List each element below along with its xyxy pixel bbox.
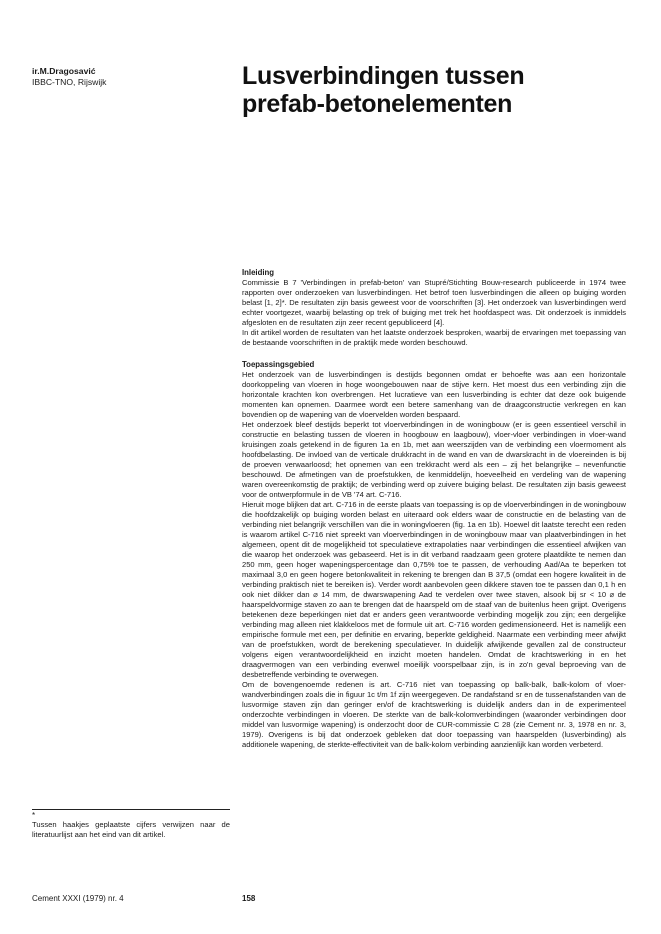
page-number: 158 — [242, 894, 256, 903]
paragraph: Om de bovengenoemde redenen is art. C-716 niet van toepassing op balk-balk, balk-kolom of vloer-wandverbindingen zoals die in figuur 1c t/m 1f zijn weergegeven. De randafstand sr en de tussenafstanden van de lusvormige staven zijn dan geringer en/of de krachtswerking is duidelijk anders dan in de experimenteel onderzochte verbindingen in vloeren. De sterkte van de balk-kolomverbindingen (waaronder verbindingen door middel van lusvormige wapening) is onderzocht door de CUR-commissie C 28 (zie Cement nr. 3, 1978 en nr. 3, 1979). Overigens is bij dat onderzoek gebleken dat door toepassing van haarspelden (lusverbinding) als additionele wapening, de sterkte-effectiviteit van de balk-kolom verbinding aanzienlijk kan worden verbeterd. — [242, 680, 626, 749]
footnote-rule — [32, 809, 230, 810]
author-name: ir.M.Dragosavić — [32, 66, 96, 76]
paragraph: In dit artikel worden de resultaten van het laatste onderzoek besproken, waarbij de ervaringen met toepassing van de bestaande voorschriften in de praktijk mede worden beschouwd. — [242, 328, 626, 347]
section-gap — [242, 348, 626, 360]
section-heading-inleiding: Inleiding — [242, 268, 275, 277]
footnote-mark: * — [32, 811, 36, 820]
article-title — [242, 62, 642, 118]
author-affiliation: IBBC-TNO, Rijswijk — [32, 77, 107, 87]
section-heading-toepassingsgebied: Toepassingsgebied — [242, 360, 315, 369]
paragraph: Het onderzoek bleef destijds beperkt tot vloerverbindingen in de woningbouw (er is geen essentieel verschil in constructie en belasting tussen de vloeren in hoogbouw en laagbouw), vloer-vloer verbindingen in vloer-wand kruisingen zoals getekend in de figuren 1a en 1b, met aan weerszijden van de verbinding een vloermoment als hoofdbelasting. De invloed van de verticale drukkracht in de wand en van de dwarskracht in de vloereinden is bij de proeven verwaarloosd; het opnemen van een trekkracht werd als een – zij het belangrijke – nevenfunctie beschouwd. De afmetingen van de proefstukken, de kenmiddelijn, hoeveelheid en verdeling van de wapening waren overeenkomstig de praktijk; de verbinding werd op zuivere buiging belast. De resultaten zijn basis geweest voor de ontwerpformule in de VB '74 art. C-716. — [242, 420, 626, 499]
paragraph: Het onderzoek van de lusverbindingen is destijds begonnen omdat er behoefte was aan een horizontale doorkoppeling van vloeren in hoge woongebouwen naar de stijve kern. Het moest dus een verbinding zijn die horizontale krachten kon overbrengen. Het lucratieve van een lusverbinding is echter dat deze ook buigende momenten kan opnemen. Daarmee wordt een betere samenhang van de draagconstructie verkregen en kan bovendien op de wapening van de vloervelden worden bespaard. — [242, 370, 626, 419]
article-title-line-2: prefab-betonelementen — [242, 90, 513, 118]
footnote-text: Tussen haakjes geplaatste cijfers verwijzen naar de literatuurlijst aan het eind van dit artikel. — [32, 820, 230, 839]
paragraph: Commissie B 7 'Verbindingen in prefab-beton' van Stupré/Stichting Bouw-research publiceerde in 1974 twee rapporten over onderzoeken van lusverbindingen. Het betrof toen lusverbindingen die alleen op buiging worden belast [1, 2]*. De resultaten zijn basis geweest voor de voorschriften [3]. Het onderzoek van lusverbindingen werd echter voortgezet, waarbij belasting op trek of buiging met trek het hoofdaspect was. Dit onderzoek is inmiddels afgesloten en de resultaten zijn zeer recent gepubliceerd [4]. — [242, 278, 626, 327]
article-title-line-1: Lusverbindingen tussen — [242, 62, 525, 90]
paragraph: Hieruit moge blijken dat art. C-716 in de eerste plaats van toepassing is op de vloerverbindingen in de woningbouw die hoofdzakelijk op buiging worden belast en uiteraard ook elders waar de constructie en de belasting van de verbinding niet belangrijk verschillen van die in woningvloeren (fig. 1a en 1b). Hoewel dit laatste terecht een reden is waarom artikel C-716 niet spreekt van vloerverbindingen in de woningbouw maar van plaatverbindingen in het algemeen, opent dit de mogelijkheid tot speculatieve extrapolaties naar verbindingen die essentieel afwijken van die waarop het onderzoek was gebaseerd. Het is in dit verband raadzaam geen grotere plaatdikte te nemen dan 250 mm, geen hoger wapeningspercentage dan 0,75% toe te passen, de verhouding Aad/Aa te beperken tot maximaal 3,0 en geen hogere betonkwaliteit in rekening te brengen dan B 37,5 (omdat een hogere kwaliteit in de verbinding praktisch niet te bereiken is). Verder wordt aanbevolen geen dikkere staven toe te passen dan 0,1 h en ook niet dikker dan ⌀ 14 mm, de dwarswapening Aad te verdelen over twee staven, alsook bij sr < 10 ⌀ de haarspeldvormige staven zo aan te brengen dat de haarspeld om de staaf van de buitenlus heen grijpt. Overigens betekenen deze beperkingen niet dat er anders geen verantwoorde verbinding mogelijk zou zijn; een dergelijke verbinding mag alleen niet klakkeloos met de formule uit art. C-716 worden gedimensioneerd. Het is namelijk een empirische formule met een, per definitie en ervaring, beperkte geldigheid. Naarmate een verbinding meer afwijkt van de proefstukken, wordt de berekening speculatiever. In duidelijk afwijkende gevallen zal de constructeur volgens eigen verantwoordelijkheid en inzicht moeten handelen. Omdat de krachtswerking in en het draagvermogen van een verbinding evenwel moeilijk voorspelbaar zijn, is in zo'n geval beproeving van de desbetreffende verbinding te overwegen. — [242, 500, 626, 679]
journal-citation: Cement XXXI (1979) nr. 4 — [32, 894, 124, 903]
article-body — [242, 268, 626, 750]
author-block — [32, 66, 192, 88]
